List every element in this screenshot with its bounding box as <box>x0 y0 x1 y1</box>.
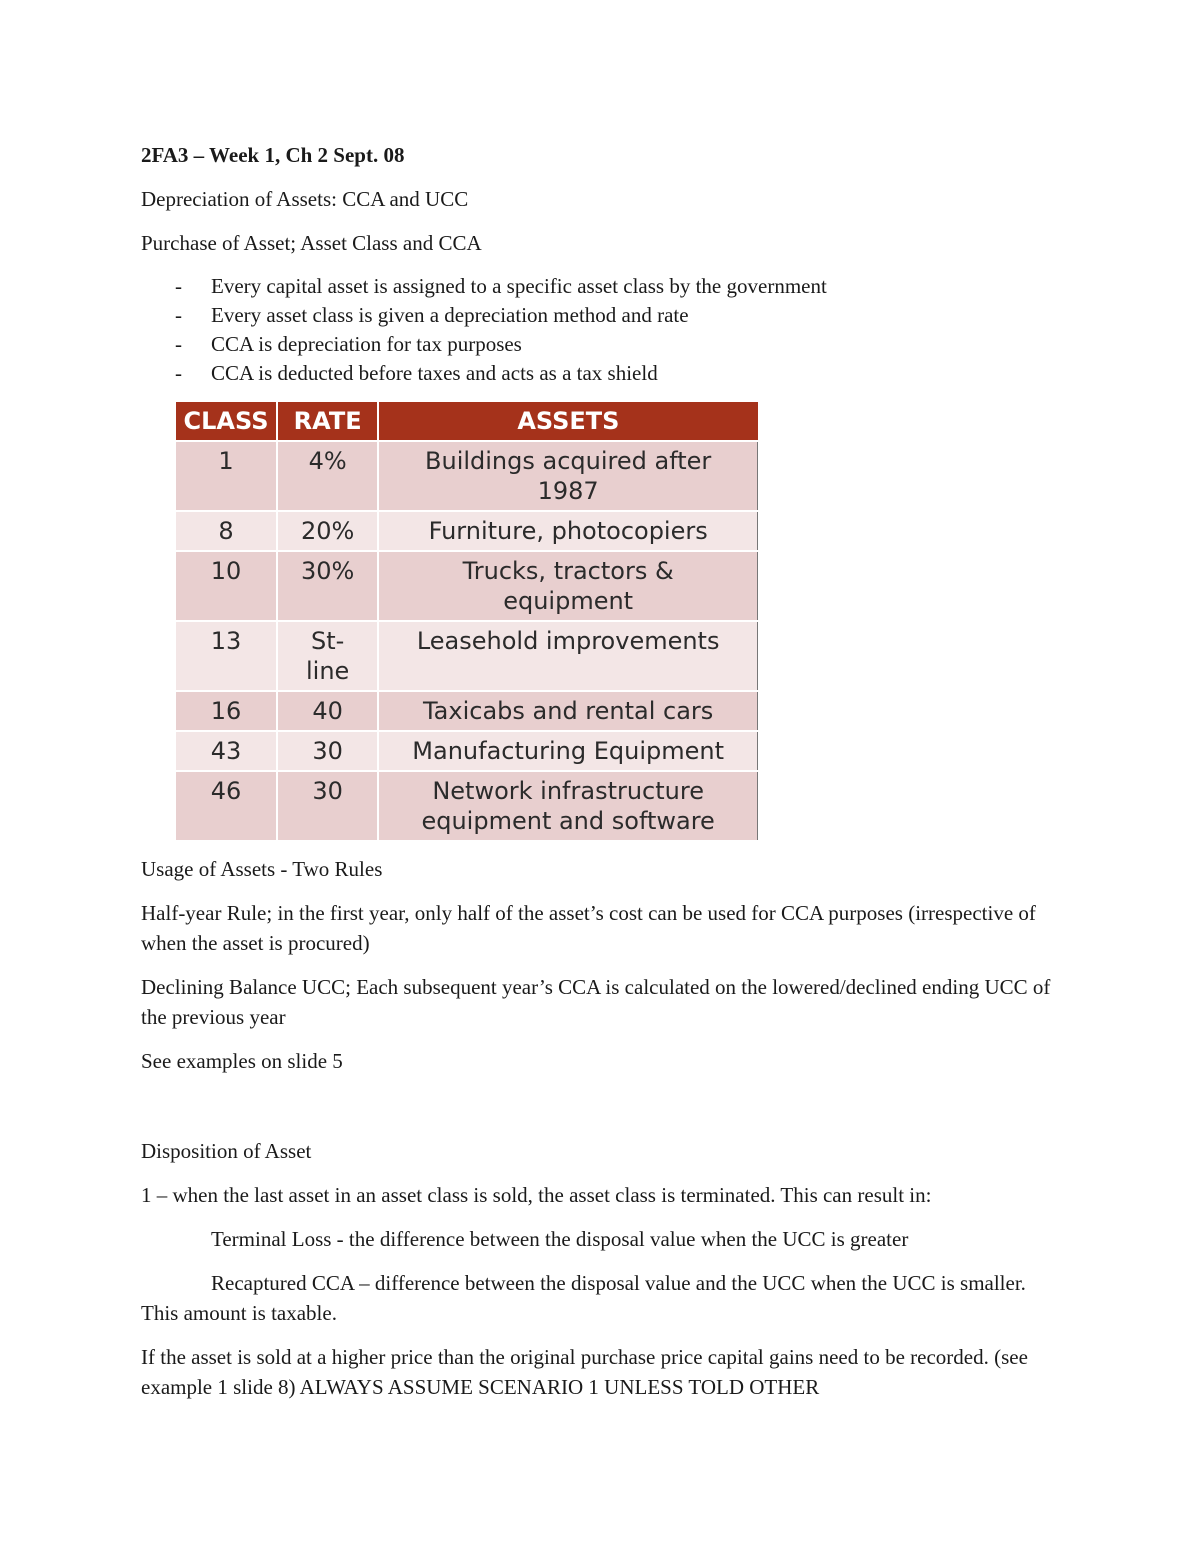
table-row <box>176 731 758 771</box>
bullet-item: - Every capital asset is assigned to a specific asset class by the government <box>141 272 1061 301</box>
bullet-item: - CCA is deducted before taxes and acts as a tax shield <box>141 359 1061 388</box>
cell-class: 43 <box>176 731 277 771</box>
bullet-item: - Every asset class is given a depreciation method and rate <box>141 301 1061 330</box>
cell-class: 46 <box>176 771 277 840</box>
cell-assets: Buildings acquired after 1987 <box>378 441 757 511</box>
purchase-bullet-list <box>141 272 1061 388</box>
cell-class: 10 <box>176 551 277 621</box>
cca-class-table-wrapper <box>176 402 758 840</box>
table-row <box>176 511 758 551</box>
cell-rate: 4% <box>277 441 378 511</box>
cell-rate: 40 <box>277 691 378 731</box>
see-examples-text: See examples on slide 5 <box>141 1049 343 1073</box>
blank-line <box>141 1090 1061 1136</box>
header-assets: ASSETS <box>378 402 757 441</box>
cell-rate: 30 <box>277 731 378 771</box>
cca-class-table <box>176 402 758 840</box>
capital-gains-text: If the asset is sold at a higher price than the original purchase price capital gains need to be recorded. (see example 1 slide 8) ALWAYS ASSUME SCENARIO 1 UNLESS TOLD OTHER <box>141 1345 1028 1399</box>
table-row <box>176 771 758 840</box>
document-subtitle: Depreciation of Assets: CCA and UCC <box>141 187 469 211</box>
table-header-row <box>176 402 758 441</box>
cell-rate: 30 <box>277 771 378 840</box>
cell-rate: 20% <box>277 511 378 551</box>
document-heading: 2FA3 – Week 1, Ch 2 Sept. 08 <box>141 143 405 167</box>
header-class: CLASS <box>176 402 277 441</box>
table-row <box>176 551 758 621</box>
section-usage-title: Usage of Assets - Two Rules <box>141 857 383 881</box>
document-page <box>141 140 1061 1416</box>
table-row <box>176 621 758 691</box>
declining-balance-text: Declining Balance UCC; Each subsequent year’s CCA is calculated on the lowered/declined ending UCC of the previous year <box>141 975 1051 1029</box>
terminal-loss-text: Terminal Loss - the difference between the disposal value when the UCC is greater <box>211 1227 909 1251</box>
cell-assets: Furniture, photocopiers <box>378 511 757 551</box>
cell-assets: Taxicabs and rental cars <box>378 691 757 731</box>
header-rate: RATE <box>277 402 378 441</box>
cell-assets: Leasehold improvements <box>378 621 757 691</box>
table-row <box>176 691 758 731</box>
disposition-intro-text: 1 – when the last asset in an asset class is sold, the asset class is terminated. This can result in: <box>141 1183 932 1207</box>
table-row <box>176 441 758 511</box>
cell-class: 1 <box>176 441 277 511</box>
cell-rate: 30% <box>277 551 378 621</box>
bullet-dash: - <box>175 274 182 298</box>
bullet-dash: - <box>175 332 182 356</box>
cell-assets: Manufacturing Equipment <box>378 731 757 771</box>
section-disposition-title: Disposition of Asset <box>141 1139 312 1163</box>
bullet-dash: - <box>175 361 182 385</box>
cell-class: 13 <box>176 621 277 691</box>
recaptured-cca-text: Recaptured CCA – difference between the disposal value and the UCC when the UCC is smaller. This amount is taxable. <box>141 1271 1026 1325</box>
bullet-item: - CCA is depreciation for tax purposes <box>141 330 1061 359</box>
cell-class: 8 <box>176 511 277 551</box>
cell-class: 16 <box>176 691 277 731</box>
half-year-rule-text: Half-year Rule; in the first year, only half of the asset’s cost can be used for CCA purposes (irrespective of when the asset is procured) <box>141 901 1036 955</box>
section-purchase-title: Purchase of Asset; Asset Class and CCA <box>141 231 482 255</box>
cell-assets: Trucks, tractors & equipment <box>378 551 757 621</box>
cell-rate: St-line <box>277 621 378 691</box>
bullet-dash: - <box>175 303 182 327</box>
cell-assets: Network infrastructure equipment and software <box>378 771 757 840</box>
